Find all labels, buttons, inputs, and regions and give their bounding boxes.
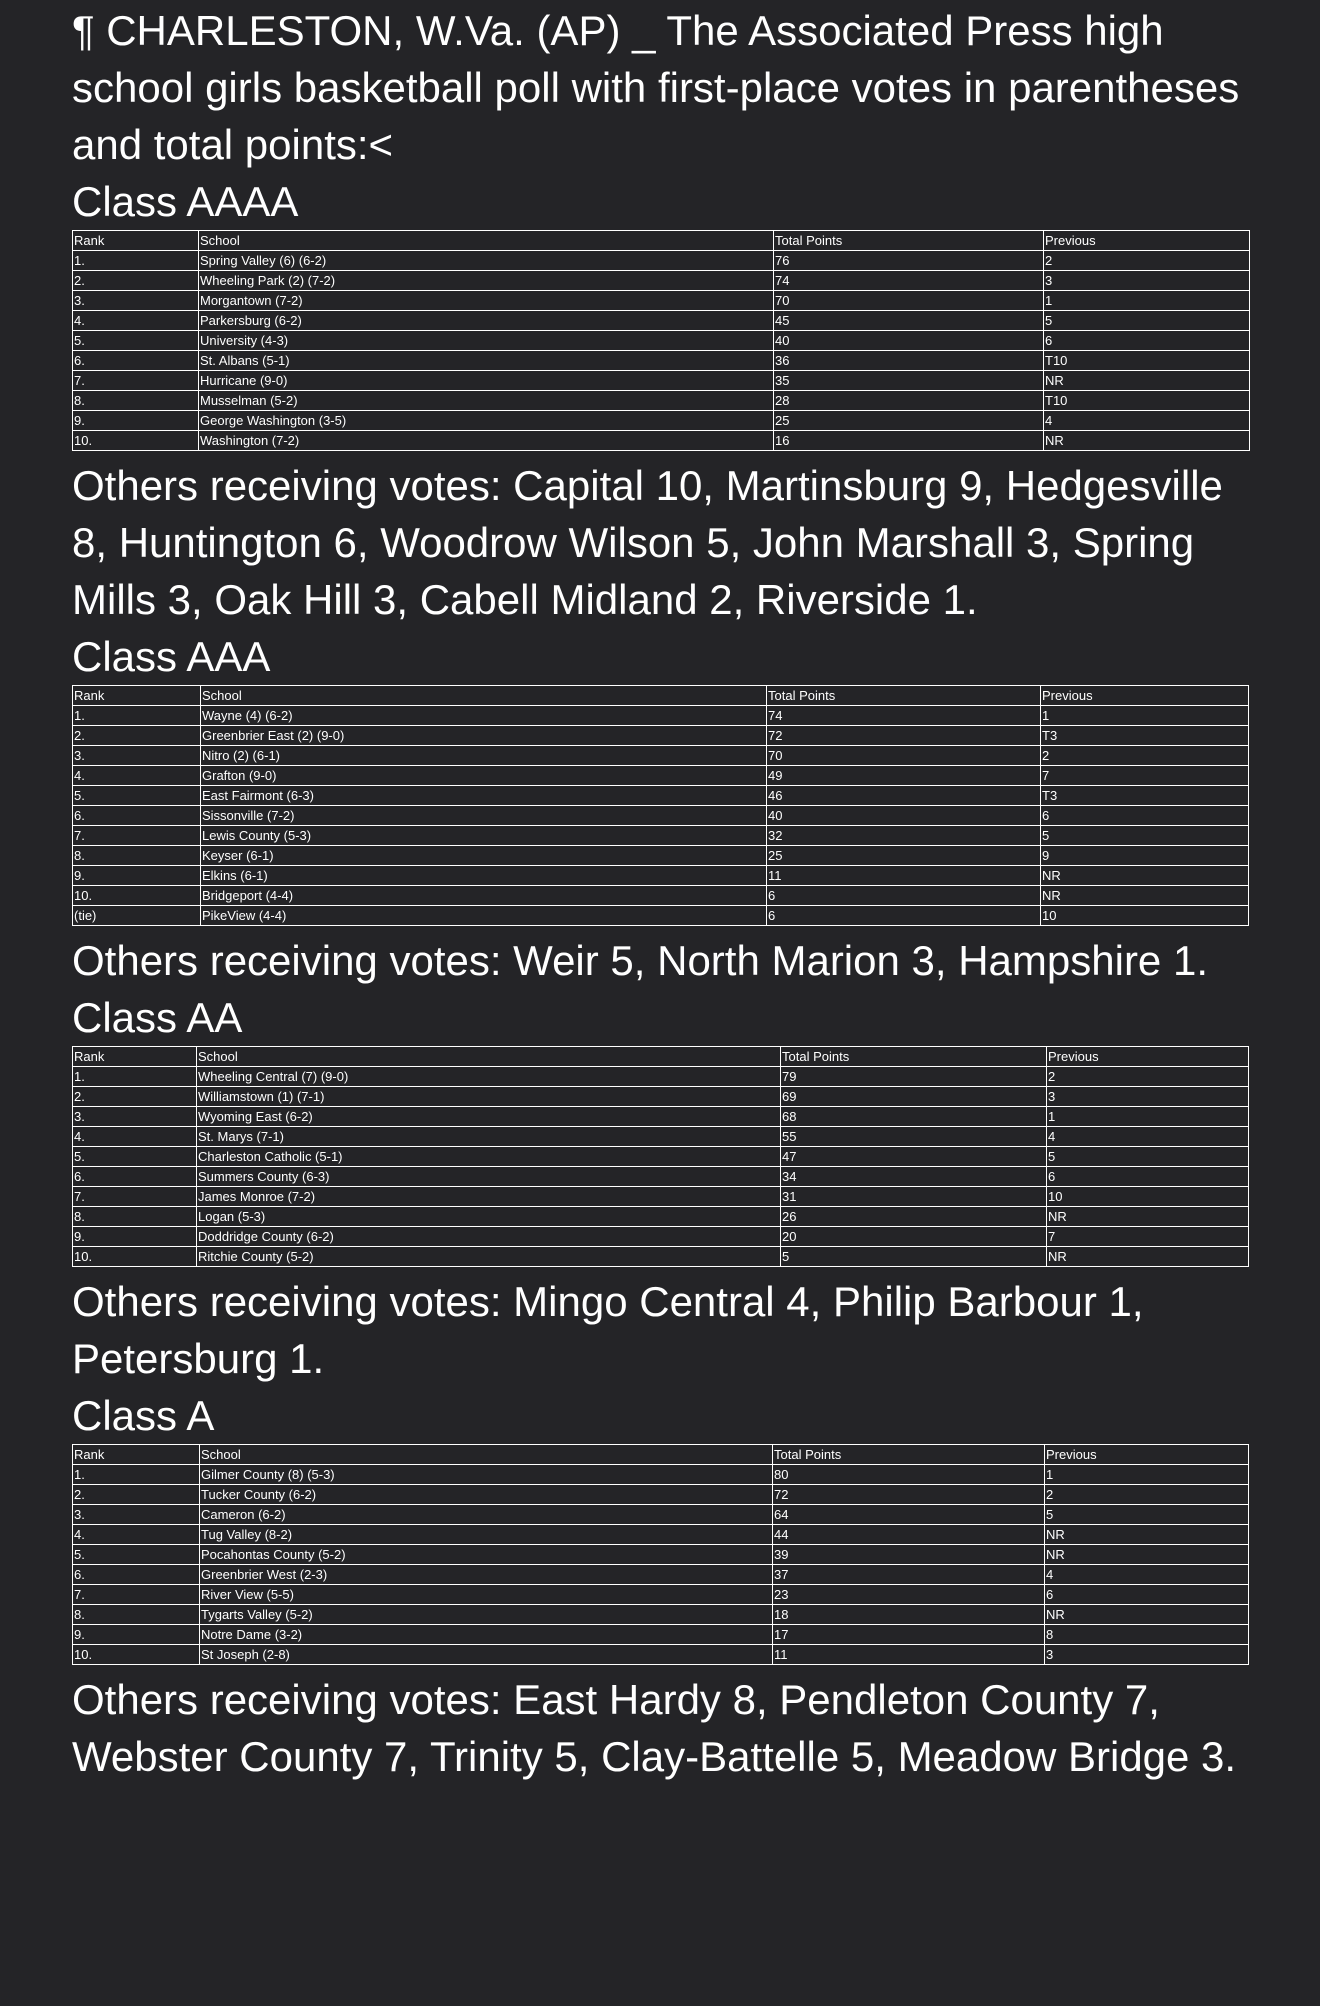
rank-cell: 9. (73, 1227, 197, 1247)
school-header: School (201, 686, 767, 706)
others-receiving-votes: Others receiving votes: Weir 5, North Marion 3, Hampshire 1. (72, 937, 1208, 984)
table-row (73, 311, 1250, 331)
points-header: Total Points (774, 231, 1044, 251)
table-row (73, 766, 1249, 786)
previous-cell: 3 (1044, 271, 1250, 291)
rank-cell: 8. (73, 1207, 197, 1227)
previous-cell: T3 (1041, 786, 1249, 806)
school-cell: Musselman (5-2) (199, 391, 774, 411)
school-cell: Hurricane (9-0) (199, 371, 774, 391)
rank-cell: 3. (73, 1107, 197, 1127)
school-cell: Doddridge County (6-2) (197, 1227, 781, 1247)
school-cell: Nitro (2) (6-1) (201, 746, 767, 766)
table-row (73, 1127, 1249, 1147)
previous-cell: NR (1041, 866, 1249, 886)
rank-cell: 7. (73, 1187, 197, 1207)
rank-cell: 3. (73, 291, 199, 311)
table-row (73, 1525, 1249, 1545)
previous-cell: 10 (1047, 1187, 1249, 1207)
class-heading: Class A (72, 1392, 215, 1439)
school-cell: Sissonville (7-2) (201, 806, 767, 826)
previous-header: Previous (1047, 1047, 1249, 1067)
table-row (73, 806, 1249, 826)
rank-cell: 2. (73, 726, 201, 746)
table-row (73, 1087, 1249, 1107)
table-row (73, 1605, 1249, 1625)
previous-cell: 5 (1045, 1505, 1249, 1525)
rank-cell: 10. (73, 886, 201, 906)
table-row (73, 251, 1250, 271)
school-cell: Logan (5-3) (197, 1207, 781, 1227)
school-cell: Wyoming East (6-2) (197, 1107, 781, 1127)
points-cell: 37 (773, 1565, 1045, 1585)
previous-cell: 6 (1041, 806, 1249, 826)
table-row (73, 1585, 1249, 1605)
school-cell: Ritchie County (5-2) (197, 1247, 781, 1267)
table-row (73, 431, 1250, 451)
rank-header: Rank (73, 231, 199, 251)
points-cell: 31 (781, 1187, 1047, 1207)
table-row (73, 706, 1249, 726)
points-cell: 40 (767, 806, 1041, 826)
poll-table (72, 230, 1250, 451)
previous-cell: 1 (1047, 1107, 1249, 1127)
previous-cell: NR (1045, 1525, 1249, 1545)
table-row (73, 1485, 1249, 1505)
points-cell: 64 (773, 1505, 1045, 1525)
points-cell: 74 (767, 706, 1041, 726)
rank-cell: 1. (73, 1067, 197, 1087)
rank-cell: 5. (73, 786, 201, 806)
school-header: School (199, 231, 774, 251)
poll-table (72, 1046, 1249, 1267)
previous-header: Previous (1045, 1445, 1249, 1465)
rank-cell: 5. (73, 1147, 197, 1167)
rank-cell: 9. (73, 1625, 200, 1645)
school-cell: University (4-3) (199, 331, 774, 351)
points-cell: 40 (774, 331, 1044, 351)
previous-cell: NR (1041, 886, 1249, 906)
previous-cell: 1 (1045, 1465, 1249, 1485)
school-cell: Gilmer County (8) (5-3) (200, 1465, 773, 1485)
points-cell: 16 (774, 431, 1044, 451)
previous-cell: 1 (1041, 706, 1249, 726)
points-cell: 11 (773, 1645, 1045, 1665)
previous-cell: T3 (1041, 726, 1249, 746)
previous-cell: 2 (1047, 1067, 1249, 1087)
school-cell: PikeView (4-4) (201, 906, 767, 926)
previous-cell: 6 (1047, 1167, 1249, 1187)
table-row (73, 726, 1249, 746)
previous-header: Previous (1041, 686, 1249, 706)
points-cell: 17 (773, 1625, 1045, 1645)
school-cell: Cameron (6-2) (200, 1505, 773, 1525)
table-row (73, 351, 1250, 371)
points-header: Total Points (781, 1047, 1047, 1067)
points-cell: 20 (781, 1227, 1047, 1247)
poll-table (72, 1444, 1249, 1665)
previous-cell: 1 (1044, 291, 1250, 311)
table-row (73, 826, 1249, 846)
points-header: Total Points (773, 1445, 1045, 1465)
points-cell: 45 (774, 311, 1044, 331)
rank-cell: 10. (73, 431, 199, 451)
points-cell: 47 (781, 1147, 1047, 1167)
rank-cell: 10. (73, 1247, 197, 1267)
rank-cell: 6. (73, 1565, 200, 1585)
previous-cell: NR (1044, 371, 1250, 391)
table-row (73, 846, 1249, 866)
rank-cell: 10. (73, 1645, 200, 1665)
previous-cell: 4 (1044, 411, 1250, 431)
points-cell: 55 (781, 1127, 1047, 1147)
school-cell: Parkersburg (6-2) (199, 311, 774, 331)
rank-cell: 4. (73, 1127, 197, 1147)
previous-cell: 2 (1044, 251, 1250, 271)
rank-cell: 3. (73, 746, 201, 766)
rank-cell: 8. (73, 846, 201, 866)
school-cell: Tucker County (6-2) (200, 1485, 773, 1505)
table-row (73, 746, 1249, 766)
class-heading: Class AAA (72, 633, 271, 680)
table-header-row (73, 686, 1249, 706)
rank-cell: 2. (73, 1485, 200, 1505)
table-row (73, 906, 1249, 926)
school-cell: Lewis County (5-3) (201, 826, 767, 846)
table-row (73, 1167, 1249, 1187)
rank-cell: 7. (73, 371, 199, 391)
table-row (73, 886, 1249, 906)
previous-cell: 10 (1041, 906, 1249, 926)
rank-cell: 1. (73, 706, 201, 726)
previous-cell: 3 (1047, 1087, 1249, 1107)
school-cell: Morgantown (7-2) (199, 291, 774, 311)
previous-cell: NR (1045, 1605, 1249, 1625)
rank-cell: 8. (73, 1605, 200, 1625)
table-row (73, 331, 1250, 351)
points-cell: 44 (773, 1525, 1045, 1545)
rank-cell: (tie) (73, 906, 201, 926)
table-row (73, 1187, 1249, 1207)
points-cell: 34 (781, 1167, 1047, 1187)
table-row (73, 1645, 1249, 1665)
school-cell: Greenbrier West (2-3) (200, 1565, 773, 1585)
rank-cell: 4. (73, 766, 201, 786)
previous-cell: 4 (1045, 1565, 1249, 1585)
points-cell: 39 (773, 1545, 1045, 1565)
table-row (73, 1545, 1249, 1565)
rank-cell: 6. (73, 806, 201, 826)
school-cell: Bridgeport (4-4) (201, 886, 767, 906)
rank-cell: 2. (73, 1087, 197, 1107)
school-cell: Elkins (6-1) (201, 866, 767, 886)
school-cell: St Joseph (2-8) (200, 1645, 773, 1665)
points-cell: 35 (774, 371, 1044, 391)
points-header: Total Points (767, 686, 1041, 706)
table-row (73, 786, 1249, 806)
previous-cell: 6 (1045, 1585, 1249, 1605)
rank-cell: 2. (73, 271, 199, 291)
points-cell: 18 (773, 1605, 1045, 1625)
points-cell: 28 (774, 391, 1044, 411)
school-cell: Spring Valley (6) (6-2) (199, 251, 774, 271)
table-row (73, 391, 1250, 411)
poll-sections (72, 173, 1248, 1785)
rank-cell: 7. (73, 826, 201, 846)
school-cell: Pocahontas County (5-2) (200, 1545, 773, 1565)
previous-cell: 7 (1041, 766, 1249, 786)
points-cell: 11 (767, 866, 1041, 886)
previous-cell: 7 (1047, 1227, 1249, 1247)
table-row (73, 1067, 1249, 1087)
rank-cell: 4. (73, 311, 199, 331)
previous-cell: 4 (1047, 1127, 1249, 1147)
points-cell: 5 (781, 1247, 1047, 1267)
previous-cell: 5 (1041, 826, 1249, 846)
points-cell: 72 (767, 726, 1041, 746)
school-cell: Charleston Catholic (5-1) (197, 1147, 781, 1167)
rank-cell: 1. (73, 1465, 200, 1485)
class-heading: Class AAAA (72, 178, 299, 225)
rank-cell: 3. (73, 1505, 200, 1525)
rank-cell: 8. (73, 391, 199, 411)
table-row (73, 1505, 1249, 1525)
previous-cell: T10 (1044, 391, 1250, 411)
school-cell: River View (5-5) (200, 1585, 773, 1605)
previous-cell: 2 (1045, 1485, 1249, 1505)
rank-cell: 1. (73, 251, 199, 271)
rank-cell: 6. (73, 1167, 197, 1187)
table-row (73, 1207, 1249, 1227)
table-header-row (73, 1047, 1249, 1067)
points-cell: 74 (774, 271, 1044, 291)
school-cell: St. Marys (7-1) (197, 1127, 781, 1147)
previous-cell: NR (1044, 431, 1250, 451)
school-cell: Grafton (9-0) (201, 766, 767, 786)
points-cell: 49 (767, 766, 1041, 786)
table-row (73, 1147, 1249, 1167)
table-row (73, 1565, 1249, 1585)
previous-cell: 6 (1044, 331, 1250, 351)
points-cell: 26 (781, 1207, 1047, 1227)
school-cell: Summers County (6-3) (197, 1167, 781, 1187)
school-cell: Wheeling Park (2) (7-2) (199, 271, 774, 291)
previous-cell: 8 (1045, 1625, 1249, 1645)
table-row (73, 1625, 1249, 1645)
school-cell: Washington (7-2) (199, 431, 774, 451)
table-row (73, 1247, 1249, 1267)
rank-header: Rank (73, 686, 201, 706)
school-header: School (200, 1445, 773, 1465)
previous-cell: 2 (1041, 746, 1249, 766)
points-cell: 32 (767, 826, 1041, 846)
intro-paragraph: ¶ CHARLESTON, W.Va. (AP) _ The Associated Press high school girls basketball poll with first-place votes in parentheses and total points:< (72, 7, 1240, 168)
table-row (73, 291, 1250, 311)
points-cell: 68 (781, 1107, 1047, 1127)
school-cell: Tug Valley (8-2) (200, 1525, 773, 1545)
previous-cell: 3 (1045, 1645, 1249, 1665)
rank-header: Rank (73, 1047, 197, 1067)
table-row (73, 1465, 1249, 1485)
school-cell: Notre Dame (3-2) (200, 1625, 773, 1645)
school-cell: Keyser (6-1) (201, 846, 767, 866)
rank-cell: 4. (73, 1525, 200, 1545)
points-cell: 72 (773, 1485, 1045, 1505)
points-cell: 76 (774, 251, 1044, 271)
school-cell: Wheeling Central (7) (9-0) (197, 1067, 781, 1087)
table-row (73, 271, 1250, 291)
rank-cell: 9. (73, 866, 201, 886)
previous-cell: NR (1045, 1545, 1249, 1565)
points-cell: 6 (767, 886, 1041, 906)
previous-cell: 5 (1044, 311, 1250, 331)
previous-cell: NR (1047, 1207, 1249, 1227)
points-cell: 36 (774, 351, 1044, 371)
school-cell: James Monroe (7-2) (197, 1187, 781, 1207)
table-row (73, 411, 1250, 431)
poll-table (72, 685, 1249, 926)
points-cell: 70 (767, 746, 1041, 766)
points-cell: 6 (767, 906, 1041, 926)
points-cell: 46 (767, 786, 1041, 806)
school-cell: St. Albans (5-1) (199, 351, 774, 371)
school-cell: George Washington (3-5) (199, 411, 774, 431)
table-row (73, 1227, 1249, 1247)
school-cell: Williamstown (1) (7-1) (197, 1087, 781, 1107)
previous-header: Previous (1044, 231, 1250, 251)
previous-cell: NR (1047, 1247, 1249, 1267)
previous-cell: 5 (1047, 1147, 1249, 1167)
school-cell: Tygarts Valley (5-2) (200, 1605, 773, 1625)
others-receiving-votes: Others receiving votes: Mingo Central 4, Philip Barbour 1, Petersburg 1. (72, 1278, 1144, 1382)
points-cell: 25 (774, 411, 1044, 431)
table-header-row (73, 231, 1250, 251)
points-cell: 23 (773, 1585, 1045, 1605)
points-cell: 70 (774, 291, 1044, 311)
rank-cell: 5. (73, 1545, 200, 1565)
others-receiving-votes: Others receiving votes: Capital 10, Martinsburg 9, Hedgesville 8, Huntington 6, Woodrow Wilson 5, John Marshall 3, Spring Mills 3, Oak Hill 3, Cabell Midland 2, Riverside 1. (72, 462, 1223, 623)
table-row (73, 371, 1250, 391)
rank-cell: 6. (73, 351, 199, 371)
points-cell: 80 (773, 1465, 1045, 1485)
class-heading: Class AA (72, 994, 243, 1041)
rank-cell: 7. (73, 1585, 200, 1605)
points-cell: 69 (781, 1087, 1047, 1107)
points-cell: 79 (781, 1067, 1047, 1087)
school-cell: East Fairmont (6-3) (201, 786, 767, 806)
previous-cell: 9 (1041, 846, 1249, 866)
school-header: School (197, 1047, 781, 1067)
rank-header: Rank (73, 1445, 200, 1465)
rank-cell: 9. (73, 411, 199, 431)
points-cell: 25 (767, 846, 1041, 866)
rank-cell: 5. (73, 331, 199, 351)
table-header-row (73, 1445, 1249, 1465)
table-row (73, 1107, 1249, 1127)
others-receiving-votes: Others receiving votes: East Hardy 8, Pendleton County 7, Webster County 7, Trinity 5, Clay-Battelle 5, Meadow Bridge 3. (72, 1676, 1237, 1780)
table-row (73, 866, 1249, 886)
school-cell: Wayne (4) (6-2) (201, 706, 767, 726)
school-cell: Greenbrier East (2) (9-0) (201, 726, 767, 746)
previous-cell: T10 (1044, 351, 1250, 371)
